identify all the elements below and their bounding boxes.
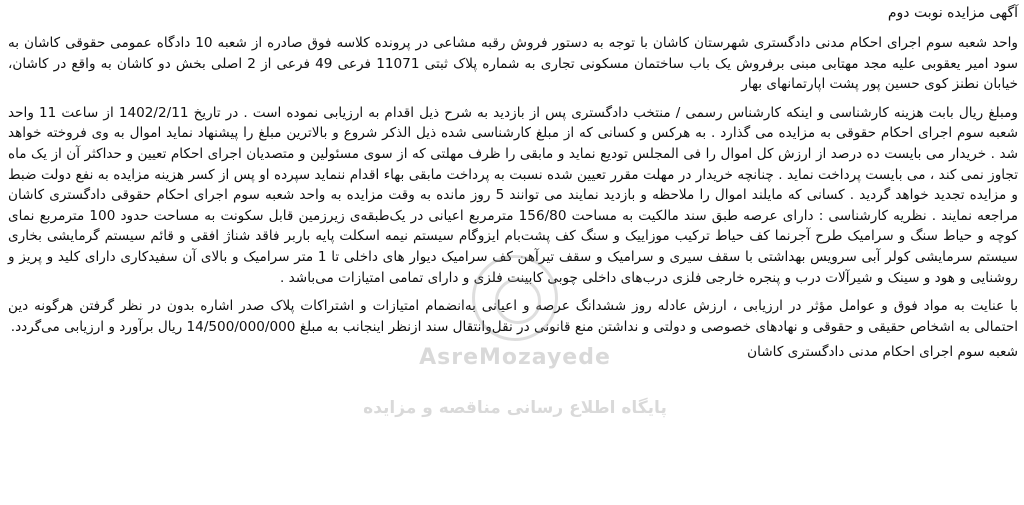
watermark-caption: پایگاه اطلاع رسانی مناقصه و مزایده xyxy=(363,398,667,418)
notice-paragraph-valuation: با عنایت به مواد فوق و عوامل مؤثر در ارزیابی ، ارزش عادله روز ششدانگ عرصه و اعیانی به‌انضمام امتیازات و اشتراکات پلاک صدر اشاره بدون در نظر گرفتن هرگونه دین احتمالی به اشخاص حقیقی و حقوقی و نهادهای خصوصی و دولتی و نداشتن منع قانونی در نقل‌وانتقال سند ازنظر اینجانب به مبلغ 14/500/000/000 ریال برآورد و ارزیابی می‌گردد. xyxy=(8,298,1018,335)
watermark-site-name: AsreMozayede xyxy=(419,345,611,370)
notice-paragraph-case-details: واحد شعبه سوم اجرای احکام مدنی دادگستری شهرستان کاشان با توجه به دستور فروش رقبه مشاعی در پرونده کلاسه فوق صادره از شعبه 10 دادگاه عمومی حقوقی کاشان به سود امیر یعقوبی علیه مجد مهتابی مبنی برفروش یک باب ساختمان مسکونی تجاری به شماره پلاک ثبتی 11071 فرعی 49 فرعی از 2 اصلی بخش دو کاشان به واقع در کاشان، خیابان نطنز کوی حسین پور پشت اپارتمانهای بهار xyxy=(8,35,1019,93)
notice-signature: شعبه سوم اجرای احکام مدنی دادگستری کاشان xyxy=(747,344,1018,361)
notice-title: آگهی مزایده نوبت دوم xyxy=(887,5,1018,21)
notice-paragraph-auction-terms: ومبلغ ریال بابت هزینه کارشناسی و اینکه کارشناس رسمی / منتخب دادگستری پس از بازدید به شرح ذیل اقدام به ارزیابی نموده است . در تاریخ 1402/2/11 از ساعت 11 واحد شعبه سوم اجرای احکام حقوقی به مزایده می گذارد . به هرکس و کسانی که از مبلغ کارشناسی شده ذیل الذکر شروع و بالاترین مبلغ را پیشنهاد نماید اموال به وی فروخته خواهد شد . خریدار می بایست ده درصد از ارزش کل اموال را فی المجلس تودیع نماید و مابقی را ظرف مهلتی که از سوی مسئولین و متصدیان اجرای احکام تعیین و حداکثر آن از یک ماه تجاوز نمی کند ، می بایست پرداخت نماید . چنانچه خریدار در مهلت مقرر تعیین شده نسبت به پرداخت مابقی بهاء اقدام ننماید سپرده او پس از کسر هزینه مزایده به نفع دولت ضبط و مزایده تجدید خواهد گردید . کسانی که مایلند اموال را ملاحظه و بازدید نمایند می توانند 5 روز مانده به وقت مزایده به واحد شعبه سوم اجرای احکام حقوقی دادگستری کاشان مراجعه نمایند . نظریه کارشناسی : دارای عرصه طبق سند مالکیت به مساحت 156/80 مترمربع اعیانی در یک‌طبقه‌ی زیرزمین قابل سکونت به مساحت حدود 100 مترمربع نمای کوچه و حیاط سنگ و سرامیک طرح آجرنما کف حیاط ترکیب موزاییک و سنگ کف پشت‌بام ایزوگام سیستم نیمه اسکلت پایه باربر فاقد شناژ افقی و قائم سیستم گرمایشی بخاری سیستم سرمایشی کولر آبی سرویس بهداشتی با سقف سیری و سرامیک و سقف تیرآهن کف سرامیک دیوار های داخلی تا 1 متر سرامیک و بالای آن سفیدکاری دارای کلید و پریز و روشنایی و هود و سینک و شیرآلات درب و پنجره خارجی فلزی درب‌های داخلی چوبی کابینت فلزی و دارای تمامی امتیازات می‌باشد . xyxy=(8,104,1018,286)
